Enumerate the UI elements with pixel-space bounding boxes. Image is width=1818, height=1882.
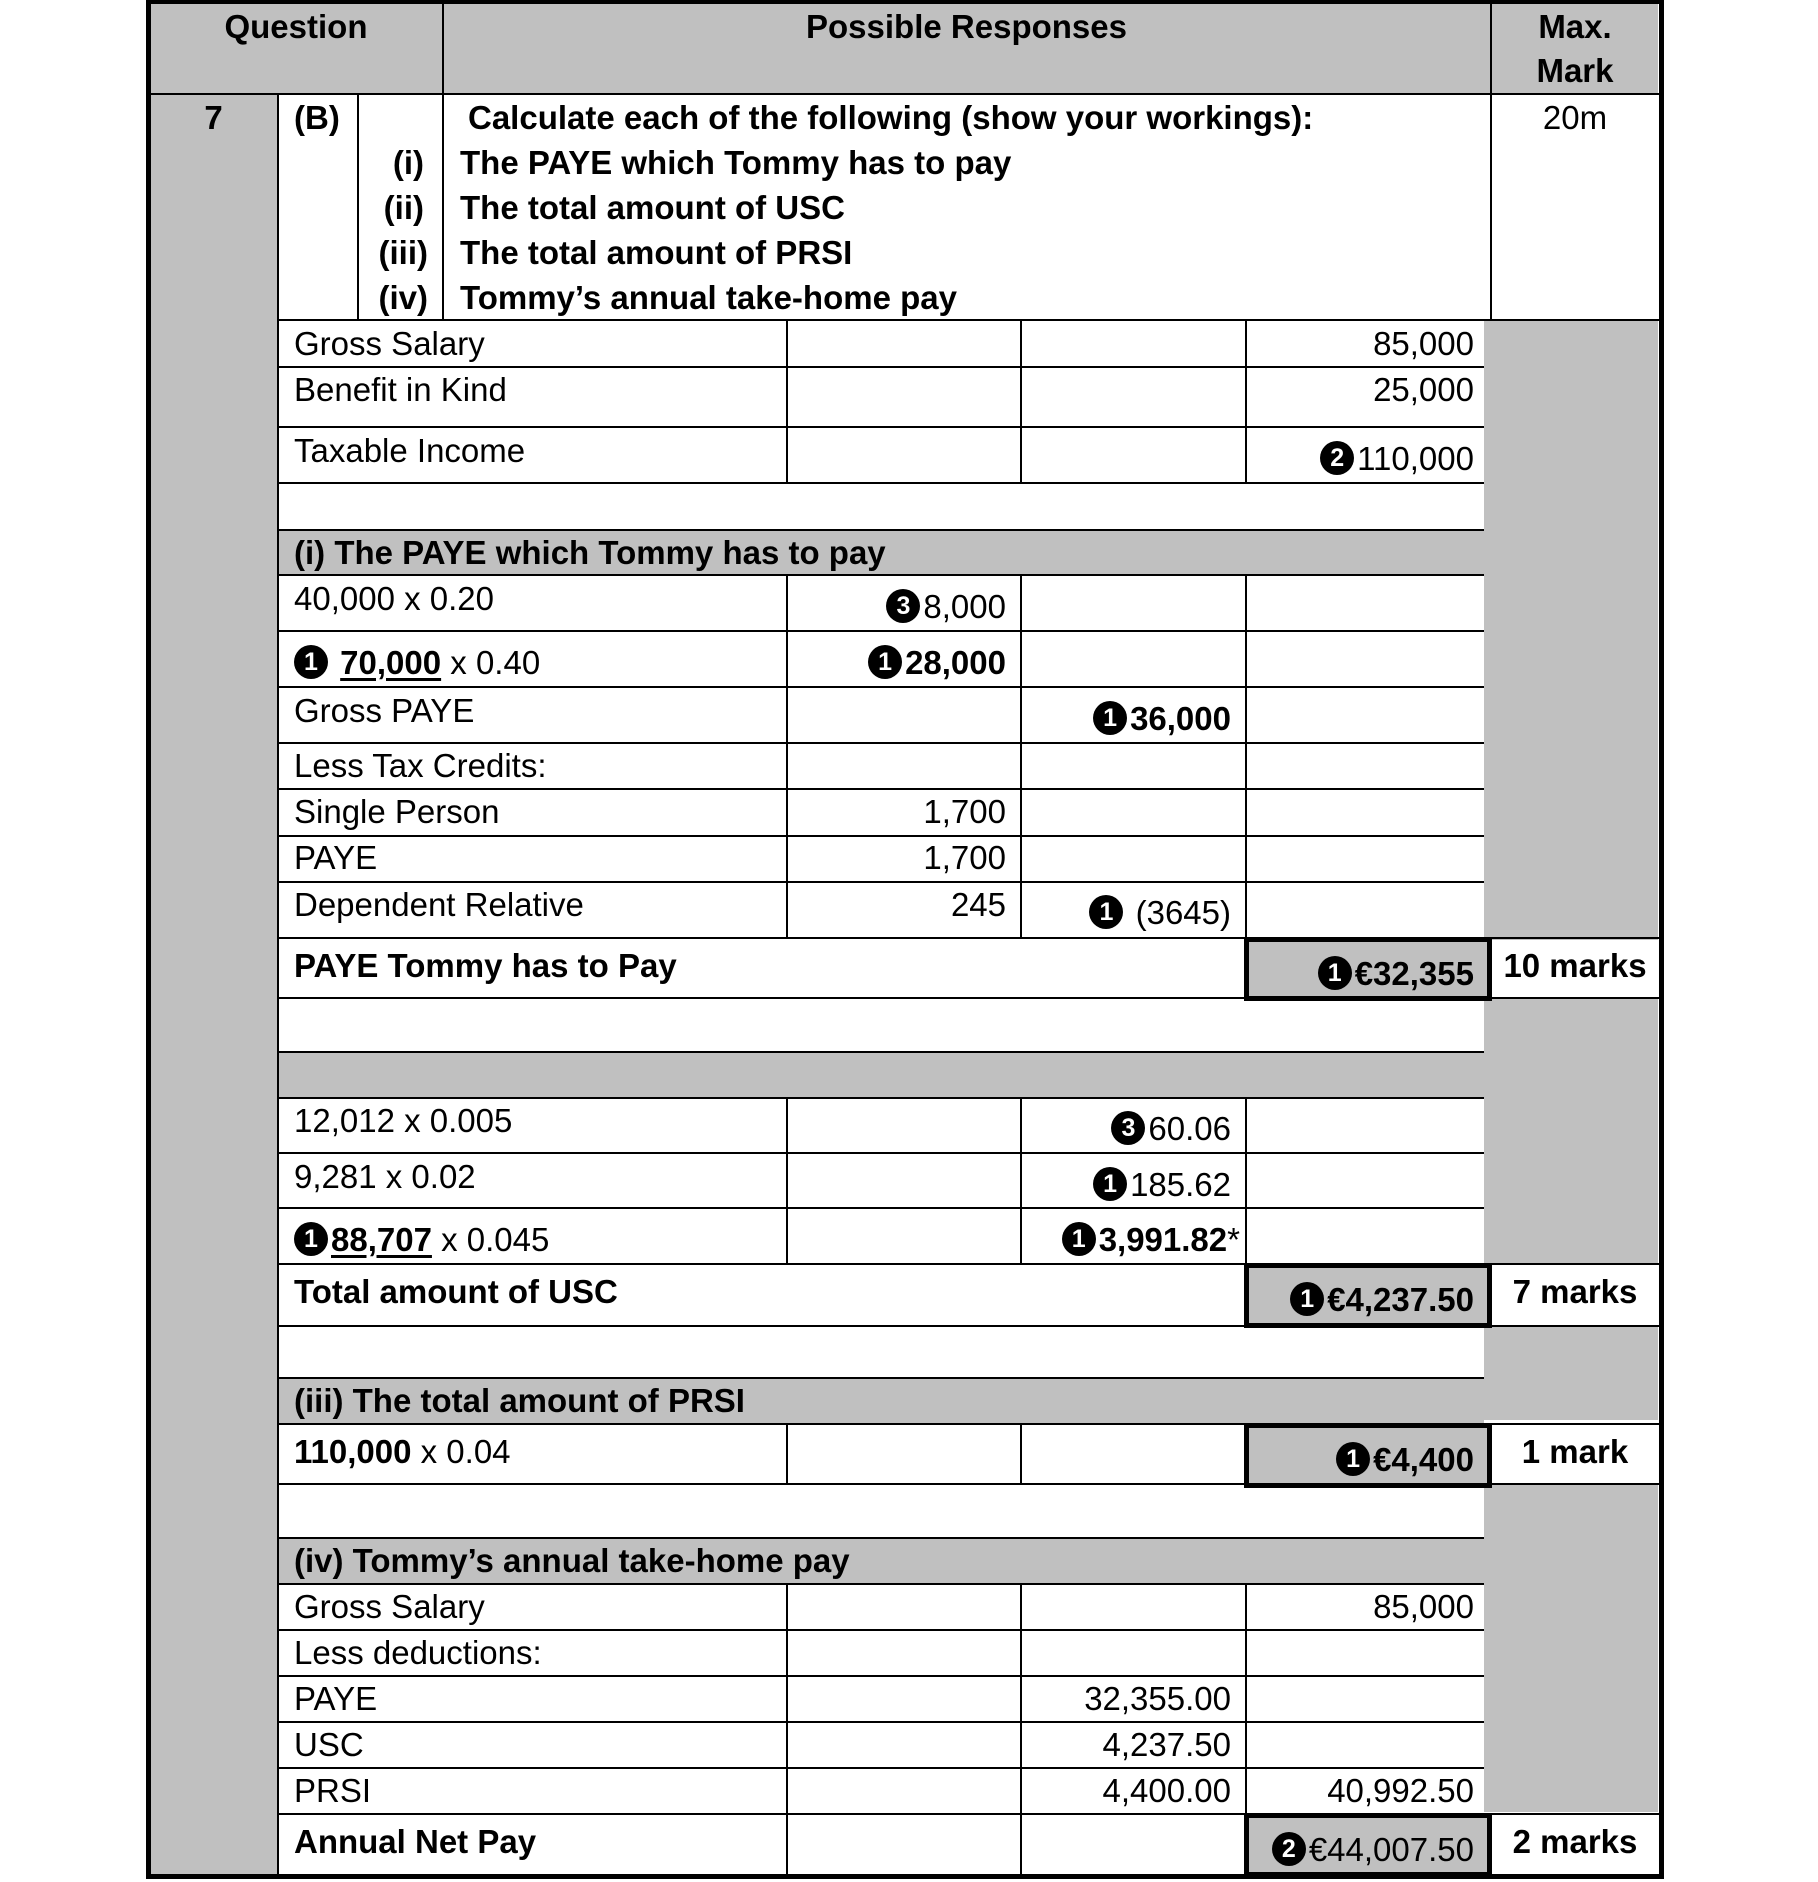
usc-row3-label	[294, 1217, 549, 1263]
net-total-amount: €44,007.50	[1308, 1831, 1474, 1868]
taxable-value	[1247, 436, 1474, 482]
net-usc-value: 4,237.50	[1102, 1726, 1231, 1763]
net-gross-value: 85,000	[1373, 1588, 1474, 1625]
usc-heading-bg	[278, 1052, 1484, 1097]
usc-row3-amount: 88,707	[331, 1221, 432, 1258]
gross-paye-value	[1022, 696, 1231, 742]
paye-row2-amount-value: 28,000	[905, 644, 1006, 681]
usc-total-amount: €4,237.50	[1327, 1281, 1474, 1318]
paye-row1-label: 40,000 x 0.20	[294, 580, 494, 617]
header-max-mark-1: Max.	[1538, 8, 1612, 45]
single-person-value: 1,700	[923, 793, 1006, 830]
less-deductions-label: Less deductions:	[294, 1634, 542, 1671]
net-usc-label: USC	[294, 1726, 364, 1763]
prsi-marks: 1 mark	[1521, 1433, 1629, 1470]
mark-3-icon: 3	[1111, 1111, 1145, 1145]
sub-number-iv: (iv)	[378, 279, 428, 316]
mark-1-icon: 1	[1318, 956, 1352, 990]
taxable-amount: 110,000	[1357, 440, 1474, 477]
usc-total-value	[1250, 1277, 1474, 1323]
usc-row3-asterisk: *	[1227, 1221, 1240, 1258]
less-tax-credits-label: Less Tax Credits:	[294, 747, 547, 784]
sub-number-ii: (ii)	[383, 189, 424, 226]
gross-paye-label: Gross PAYE	[294, 692, 475, 729]
usc-marks: 7 marks	[1512, 1273, 1638, 1310]
maxmark-column-bg-1	[1484, 320, 1658, 940]
sub-text-ii: The total amount of USC	[460, 189, 845, 226]
sub-number-iii: (iii)	[378, 234, 428, 271]
paye-total-label: PAYE Tommy has to Pay	[294, 947, 677, 984]
mark-1-icon: 1	[1290, 1282, 1324, 1316]
mark-1-icon: 1	[1093, 1167, 1127, 1201]
single-person-label: Single Person	[294, 793, 500, 830]
dependent-relative-label: Dependent Relative	[294, 886, 584, 923]
gross-paye-amount: 36,000	[1130, 700, 1231, 737]
tax-credits-amount: (3645)	[1135, 894, 1231, 931]
net-paye-value: 32,355.00	[1084, 1680, 1231, 1717]
usc-row2-value	[1022, 1162, 1231, 1208]
sub-number-i: (i)	[392, 144, 424, 181]
mark-1-icon: 1	[1089, 895, 1123, 929]
paye-row2-label	[294, 640, 540, 686]
tax-credits-total	[1022, 890, 1231, 936]
maxmark-column-bg-2	[1484, 998, 1658, 1264]
paye-credit-label: PAYE	[294, 839, 378, 876]
paye-row2-value	[788, 640, 1006, 686]
paye-row2-amount: 70,000	[340, 644, 442, 681]
paye-row2-rate: x 0.40	[441, 644, 541, 681]
prsi-rate: x 0.04	[411, 1433, 511, 1470]
net-prsi-value: 4,400.00	[1102, 1772, 1231, 1809]
sub-text-iv: Tommy’s annual take-home pay	[460, 279, 957, 316]
net-heading: (iv) Tommy’s annual take-home pay	[294, 1542, 850, 1579]
paye-row1-value	[788, 584, 1006, 630]
prsi-total-amount: €4,400	[1373, 1441, 1474, 1478]
prsi-row-label	[294, 1429, 511, 1475]
dependent-relative-value: 245	[950, 886, 1006, 923]
net-total-label: Annual Net Pay	[294, 1823, 537, 1860]
net-marks: 2 marks	[1512, 1823, 1638, 1860]
taxable-label: Taxable Income	[294, 432, 526, 469]
mark-2-icon: 2	[1272, 1832, 1306, 1866]
question-instruction: Calculate each of the following (show your workings):	[468, 99, 1314, 136]
paye-row1-amount: 8,000	[923, 588, 1006, 625]
mark-1-icon: 1	[294, 1222, 328, 1256]
paye-total-value	[1250, 951, 1474, 997]
maxmark-column-bg-4	[1484, 1484, 1658, 1812]
bik-label: Benefit in Kind	[294, 371, 507, 408]
question-number: 7	[204, 99, 223, 136]
gross-salary-label: Gross Salary	[294, 325, 485, 362]
usc-row3-amount-value: 3,991.82	[1098, 1221, 1228, 1258]
question-column-bg	[150, 94, 277, 1876]
usc-row2-label: 9,281 x 0.02	[294, 1158, 476, 1195]
prsi-amount: 110,000	[294, 1433, 412, 1470]
usc-row1-value	[1022, 1106, 1231, 1152]
header-possible-responses: Possible Responses	[806, 8, 1127, 45]
mark-3-icon: 3	[886, 589, 920, 623]
usc-row2-amount: 185.62	[1130, 1166, 1231, 1203]
net-total-value	[1250, 1827, 1474, 1873]
paye-total-amount: €32,355	[1354, 955, 1474, 992]
usc-row3-rate: x 0.045	[431, 1221, 550, 1258]
net-gross-label: Gross Salary	[294, 1588, 485, 1625]
header-question: Question	[224, 8, 368, 45]
mark-1-icon: 1	[1062, 1222, 1096, 1256]
maxmark-column-bg-3	[1484, 1326, 1658, 1420]
mark-1-icon: 1	[1093, 701, 1127, 735]
sub-text-i: The PAYE which Tommy has to pay	[460, 144, 1012, 181]
usc-row3-value	[1022, 1217, 1240, 1263]
mark-1-icon: 1	[1336, 1442, 1370, 1476]
mark-1-icon: 1	[294, 645, 328, 679]
prsi-heading: (iii) The total amount of PRSI	[294, 1382, 745, 1419]
paye-credit-value: 1,700	[923, 839, 1006, 876]
usc-row1-amount: 60.06	[1148, 1110, 1231, 1147]
bik-value: 25,000	[1373, 371, 1474, 408]
usc-row1-label: 12,012 x 0.005	[294, 1102, 513, 1139]
net-prsi-label: PRSI	[294, 1772, 372, 1809]
question-part: (B)	[294, 99, 340, 136]
deductions-total-value: 40,992.50	[1327, 1772, 1474, 1809]
mark-1-icon: 1	[868, 645, 902, 679]
header-max-mark-2: Mark	[1536, 52, 1614, 89]
usc-total-label: Total amount of USC	[294, 1273, 618, 1310]
prsi-total-value	[1250, 1437, 1474, 1483]
sub-text-iii: The total amount of PRSI	[460, 234, 853, 271]
gross-salary-value: 85,000	[1373, 325, 1474, 362]
mark-2-icon: 2	[1320, 441, 1354, 475]
question-max-mark: 20m	[1542, 99, 1608, 136]
paye-heading: (i) The PAYE which Tommy has to pay	[294, 534, 886, 571]
paye-marks: 10 marks	[1503, 947, 1647, 984]
net-paye-label: PAYE	[294, 1680, 378, 1717]
